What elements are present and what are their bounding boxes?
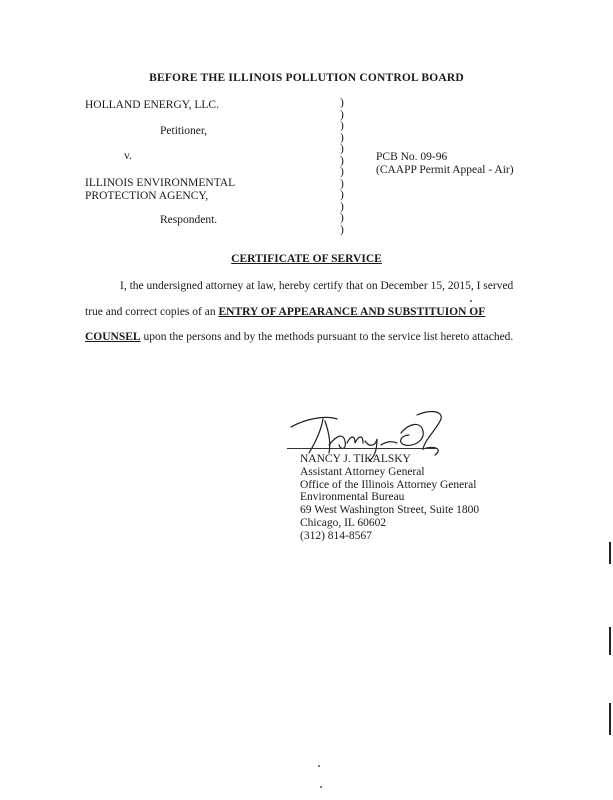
paren: ) — [340, 97, 344, 109]
paren: ) — [340, 108, 344, 121]
respondent-name-line1: ILLINOIS ENVIRONMENTAL — [85, 177, 236, 189]
paren: ) — [340, 120, 344, 132]
paren: ) — [340, 143, 344, 155]
scan-speck — [320, 786, 322, 788]
document-title-part-1: ENTRY OF APPEARANCE AND SUBSTITUION OF — [218, 306, 486, 318]
board-title: BEFORE THE ILLINOIS POLLUTION CONTROL BOARD — [149, 72, 464, 84]
signer-phone: (312) 814-8567 — [300, 529, 372, 542]
paren: ) — [340, 223, 344, 236]
paren: ) — [340, 166, 344, 178]
document-title-part-2: COUNSEL — [85, 331, 141, 343]
certificate-title: CERTIFICATE OF SERVICE — [231, 253, 382, 265]
respondent-role: Respondent. — [160, 214, 218, 226]
signature-line — [287, 448, 437, 449]
certificate-line-2-text: true and correct copies of an — [85, 306, 219, 318]
paren: ) — [340, 131, 344, 144]
versus: v. — [124, 150, 132, 162]
caption-parentheses — [340, 98, 344, 236]
scan-edge-mark — [609, 542, 611, 564]
certificate-line-1: I, the undersigned attorney at law, hereby certify that on December 15, 2015, I served — [120, 280, 514, 292]
paren: ) — [340, 154, 344, 167]
petitioner-role: Petitioner, — [160, 125, 208, 137]
case-number: PCB No. 09-96 — [376, 151, 448, 163]
respondent-name-line2: PROTECTION AGENCY, — [85, 190, 209, 202]
scan-edge-mark — [609, 703, 611, 735]
scan-edge-mark — [609, 627, 611, 655]
signer-address: 69 West Washington Street, Suite 1800 — [300, 504, 480, 517]
paren: ) — [340, 200, 344, 213]
signer-name: NANCY J. TIKALSKY — [300, 453, 411, 465]
signer-title: Assistant Attorney General — [300, 465, 425, 478]
certificate-line-3-text: upon the persons and by the methods pursuant to the service list hereto attached. — [140, 331, 514, 343]
paren: ) — [340, 212, 344, 224]
case-type: (CAAPP Permit Appeal - Air) — [376, 164, 514, 176]
scan-speck — [318, 765, 320, 767]
signer-city: Chicago, IL 60602 — [300, 516, 387, 529]
paren: ) — [340, 177, 344, 190]
paren: ) — [340, 189, 344, 201]
signer-bureau: Environmental Bureau — [300, 491, 405, 504]
signer-office: Office of the Illinois Attorney General — [300, 478, 477, 491]
certificate-line-2 — [85, 306, 485, 318]
certificate-line-3 — [85, 331, 513, 343]
scan-speck — [470, 300, 472, 302]
petitioner-name: HOLLAND ENERGY, LLC. — [85, 99, 219, 111]
signature-block — [300, 453, 479, 543]
